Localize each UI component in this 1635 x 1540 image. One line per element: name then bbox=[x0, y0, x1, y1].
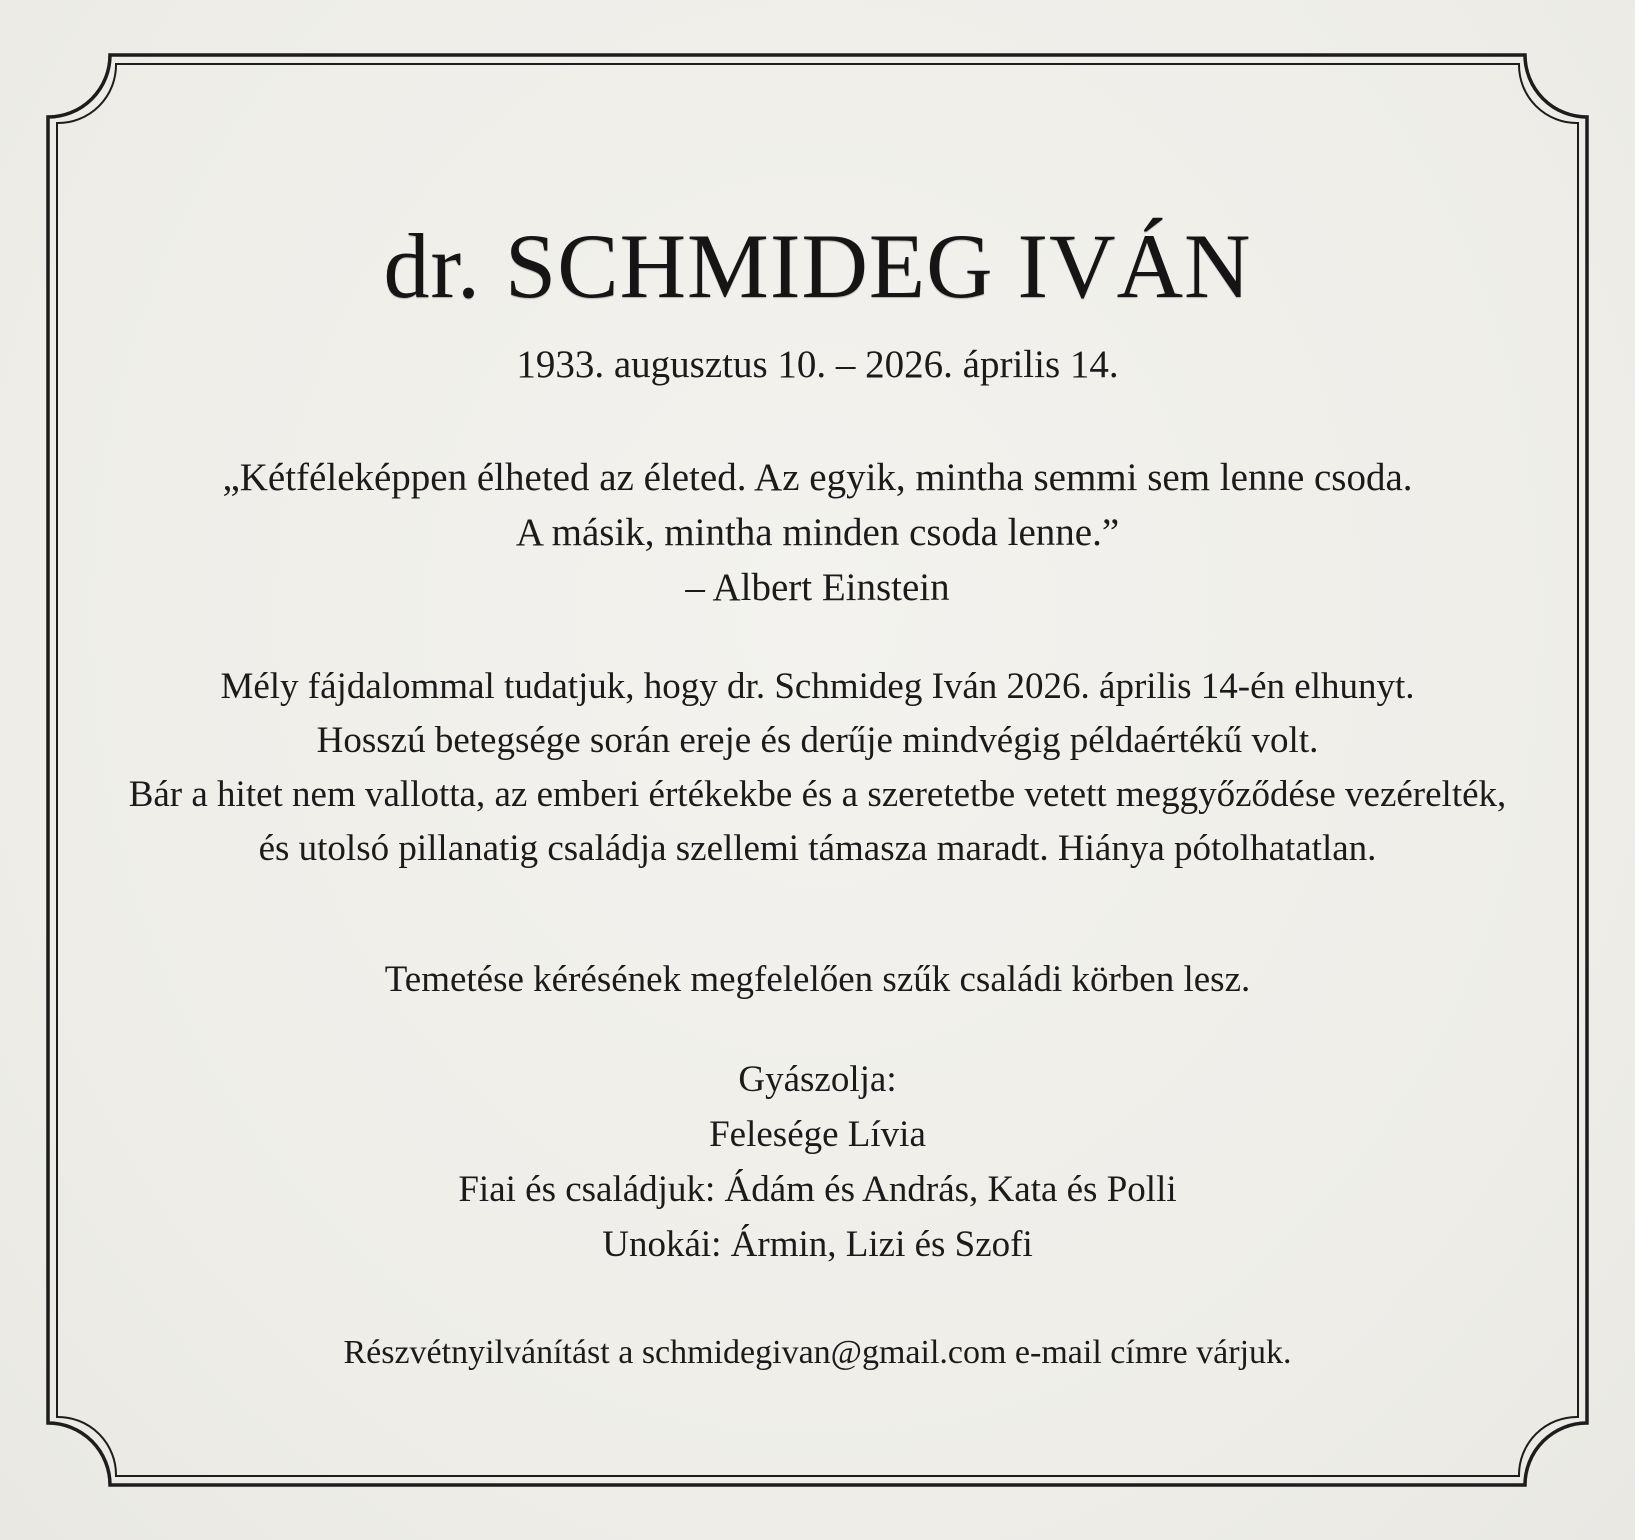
announcement-block bbox=[70, 660, 1565, 876]
quote-block bbox=[70, 450, 1565, 615]
mourners-block bbox=[70, 1052, 1565, 1272]
announcement-line-4: és utolsó pillanatig családja szellemi támasza maradt. Hiánya pótolhatatlan. bbox=[258, 828, 1377, 869]
quote-line-2: A másik, mintha minden csoda lenne.” bbox=[515, 511, 1120, 554]
condolence-note: Részvétnyilvánítást a schmidegivan@gmail.com e-mail címre várjuk. bbox=[343, 1334, 1292, 1371]
mourners-heading: Gyászolja: bbox=[738, 1059, 897, 1100]
mourner-wife: Felesége Lívia bbox=[709, 1114, 926, 1155]
announcement-line-2: Hosszú betegsége során ereje és derűje mindvégig példaértékű volt. bbox=[316, 720, 1319, 761]
funeral-note: Temetése kérésének megfelelően szűk családi körben lesz. bbox=[384, 959, 1251, 1000]
mourner-grandchildren: Unokái: Ármin, Lizi és Szofi bbox=[602, 1224, 1033, 1265]
quote-line-1: „Kétféleképpen élheted az életed. Az egyik, mintha semmi sem lenne csoda. bbox=[222, 456, 1413, 499]
announcement-line-3: Bár a hitet nem vallotta, az emberi értékekbe és a szeretetbe vetett meggyőződése vezérelték, bbox=[128, 774, 1507, 815]
announcement-line-1: Mély fájdalommal tudatjuk, hogy dr. Schmideg Iván 2026. április 14-én elhunyt. bbox=[220, 666, 1415, 707]
mourner-sons: Fiai és családjuk: Ádám és András, Kata és Polli bbox=[458, 1169, 1177, 1210]
deceased-name: dr. SCHMIDEG IVÁN bbox=[383, 215, 1252, 317]
life-dates: 1933. augusztus 10. – 2026. április 14. bbox=[516, 343, 1119, 386]
quote-author: – Albert Einstein bbox=[685, 566, 950, 609]
